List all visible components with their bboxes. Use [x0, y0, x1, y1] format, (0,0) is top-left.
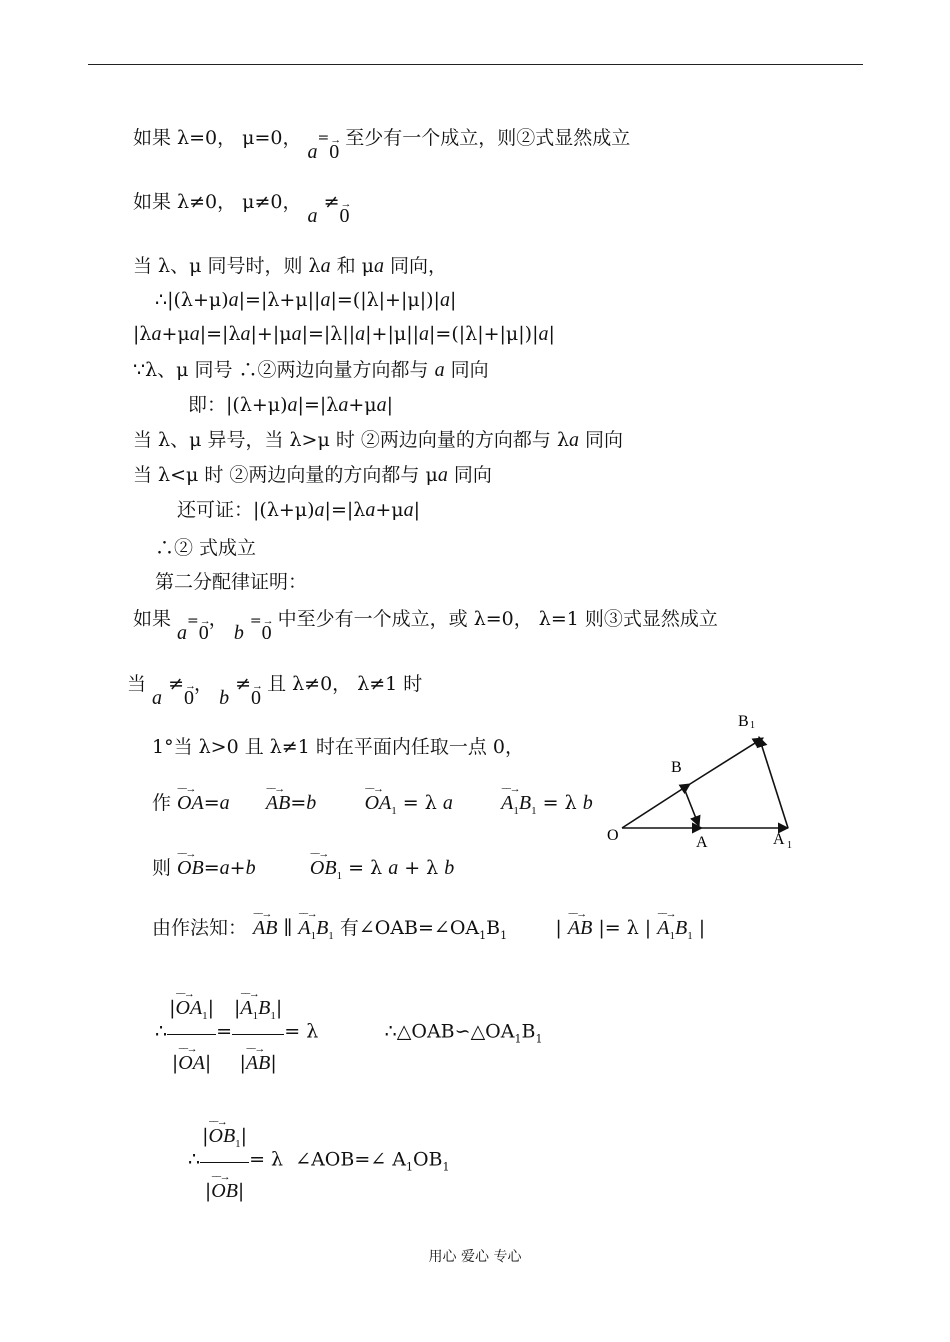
line-7: 即：|(λ+μ)a|=|λa+μa| [188, 394, 393, 416]
label-B1-sub: 1 [750, 720, 755, 731]
label-A: A [696, 834, 708, 851]
label-B1: B [738, 713, 749, 730]
line-15: 1°当 λ>0 且 λ≠1 时在平面内任取一点 0， [152, 736, 524, 758]
line-18: 由作法知： −−→ AB ∥ −−→ $A_1B_1$ 有$\angle OAB=\angle OA_1B_1$ | −−→ AB |= λ | −−→ $A_1B_1$ | [152, 910, 705, 948]
line-3: 当 λ、μ 同号时，则 λa 和 μa 同向， [133, 255, 448, 277]
line-11: ∴② 式成立 [155, 537, 257, 559]
line-4: ∴|(λ+μ)a|=|λ+μ||a|=(|λ|+|μ|)|a| [155, 289, 457, 311]
line-8: 当 λ、μ 异号，当 λ>μ 时 ②两边向量的方向都与 λa 同向 [133, 429, 624, 451]
label-O: O [607, 827, 619, 844]
label-B: B [671, 759, 682, 776]
line-5: |λa+μa|=|λa|+|μa|=|λ||a|+|μ||a|=(|λ|+|μ|)|a| [133, 323, 555, 345]
label-A1: A [773, 831, 785, 848]
line-19: ∴ $\frac{|--\to OA_1|}{|--\to OA|}$ = $\frac{|--\to A_1B_1|}{|--\to AB|}$ = λ $\therefore\triangle OAB∽\triangle OA_1B_1$ [155, 990, 542, 1075]
vector-diagram [595, 708, 825, 858]
line-13: 如果 a=→ 0， b =→ 0 中至少有一个成立，或 λ=0， λ=1 则③式显然成立 [133, 607, 718, 633]
line-9: 当 λ<μ 时 ②两边向量的方向都与 μa 同向 [133, 464, 492, 486]
label-A1-sub: 1 [787, 840, 792, 851]
line-2: 如果 λ≠0， μ≠0， a ≠→ 0 [133, 190, 350, 214]
line-17: 则 −−→ OB=a+b −−→ $OB_1 = \lambda$ a + λ b [152, 850, 454, 888]
line-12: 第二分配律证明： [155, 571, 308, 593]
header-rule [88, 64, 863, 65]
page-footer: 用心 爱心 专心 [428, 1249, 522, 1265]
line-14: 当 a ≠→ 0， b ≠→ 0 且 λ≠0， λ≠1 时 [127, 672, 422, 696]
vector-OB [622, 784, 690, 828]
line-1: 如果 λ=0， μ=0， a=→ 0 至少有一个成立，则②式显然成立 [133, 126, 630, 152]
line-10: 还可证：|(λ+μ)a|=|λa+μa| [177, 499, 420, 521]
line-6: ∵λ、μ 同号 ∴②两边向量方向都与 a 同向 [133, 359, 489, 381]
vector-A1B1 [759, 737, 788, 828]
vector-BB1 [690, 738, 763, 784]
vector-AB [684, 788, 699, 826]
line-16: 作 −−→ OA=a −−→ AB=b −−→ $OA_1 = \lambda$ a −−→ $A_1B_1 = \lambda$ b [152, 785, 593, 823]
line-20: ∴ $\frac{|--\to OB_1|}{|--\to OB|}$ = λ ∠AOB=∠ $A_1OB_1$ [188, 1118, 450, 1203]
